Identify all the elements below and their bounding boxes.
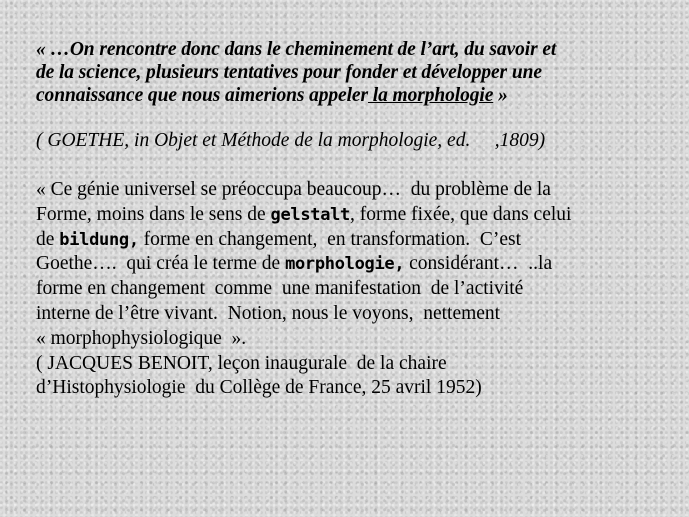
benoit-citation-line-1: ( JACQUES BENOIT, leçon inaugurale de la chaire xyxy=(36,352,447,374)
benoit-citation-line-2: d’Histophysiologie du Collège de France, 25 avril 1952) xyxy=(36,377,482,399)
gelstalt-term: gelstalt xyxy=(270,204,350,225)
goethe-quote-morphologie-term: morphologie xyxy=(392,85,494,106)
benoit-line-3-pre: de xyxy=(36,228,60,250)
benoit-quote-line-6: interne de l’être vivant. Notion, nous le voyons, nettement xyxy=(36,302,501,324)
benoit-quote-line-3 xyxy=(36,228,686,253)
goethe-quote xyxy=(36,38,676,107)
goethe-quote-line-1: « …On rencontre donc dans le cheminement de l’art, du savoir et xyxy=(36,39,557,60)
benoit-quote-line-4 xyxy=(36,252,686,277)
goethe-quote-line-3-text: connaissance que nous aimerions appeler xyxy=(36,85,368,106)
benoit-quote-line-5: forme en changement comme une manifestation de l’activité xyxy=(36,278,524,300)
benoit-quote xyxy=(36,178,686,401)
goethe-quote-line-2: de la science, plusieurs tentatives pour fonder et développer une xyxy=(36,62,542,83)
benoit-line-2-post: , forme fixée, que dans celui xyxy=(350,203,572,225)
goethe-citation: ( GOETHE, in Objet et Méthode de la morphologie, ed. ,1809) xyxy=(36,130,546,151)
benoit-line-3-post: forme en changement, en transformation. C’est xyxy=(138,228,522,250)
benoit-quote-line-2 xyxy=(36,203,686,228)
bildung-term: bildung, xyxy=(59,229,139,250)
benoit-line-4-post: considérant… ..la xyxy=(404,253,553,275)
goethe-quote-line-3 xyxy=(36,84,676,107)
goethe-quote-la: la xyxy=(367,85,393,106)
benoit-line-4-pre: Goethe…. qui créa le terme de xyxy=(36,253,286,275)
benoit-quote-line-1: « Ce génie universel se préoccupa beaucoup… du problème de la xyxy=(36,179,551,200)
goethe-quote-closing-mark: » xyxy=(493,85,508,106)
morphologie-term: morphologie, xyxy=(285,254,405,275)
benoit-line-2-pre: Forme, moins dans le sens de xyxy=(36,203,271,225)
benoit-quote-line-7: « morphophysiologique ». xyxy=(36,327,247,349)
